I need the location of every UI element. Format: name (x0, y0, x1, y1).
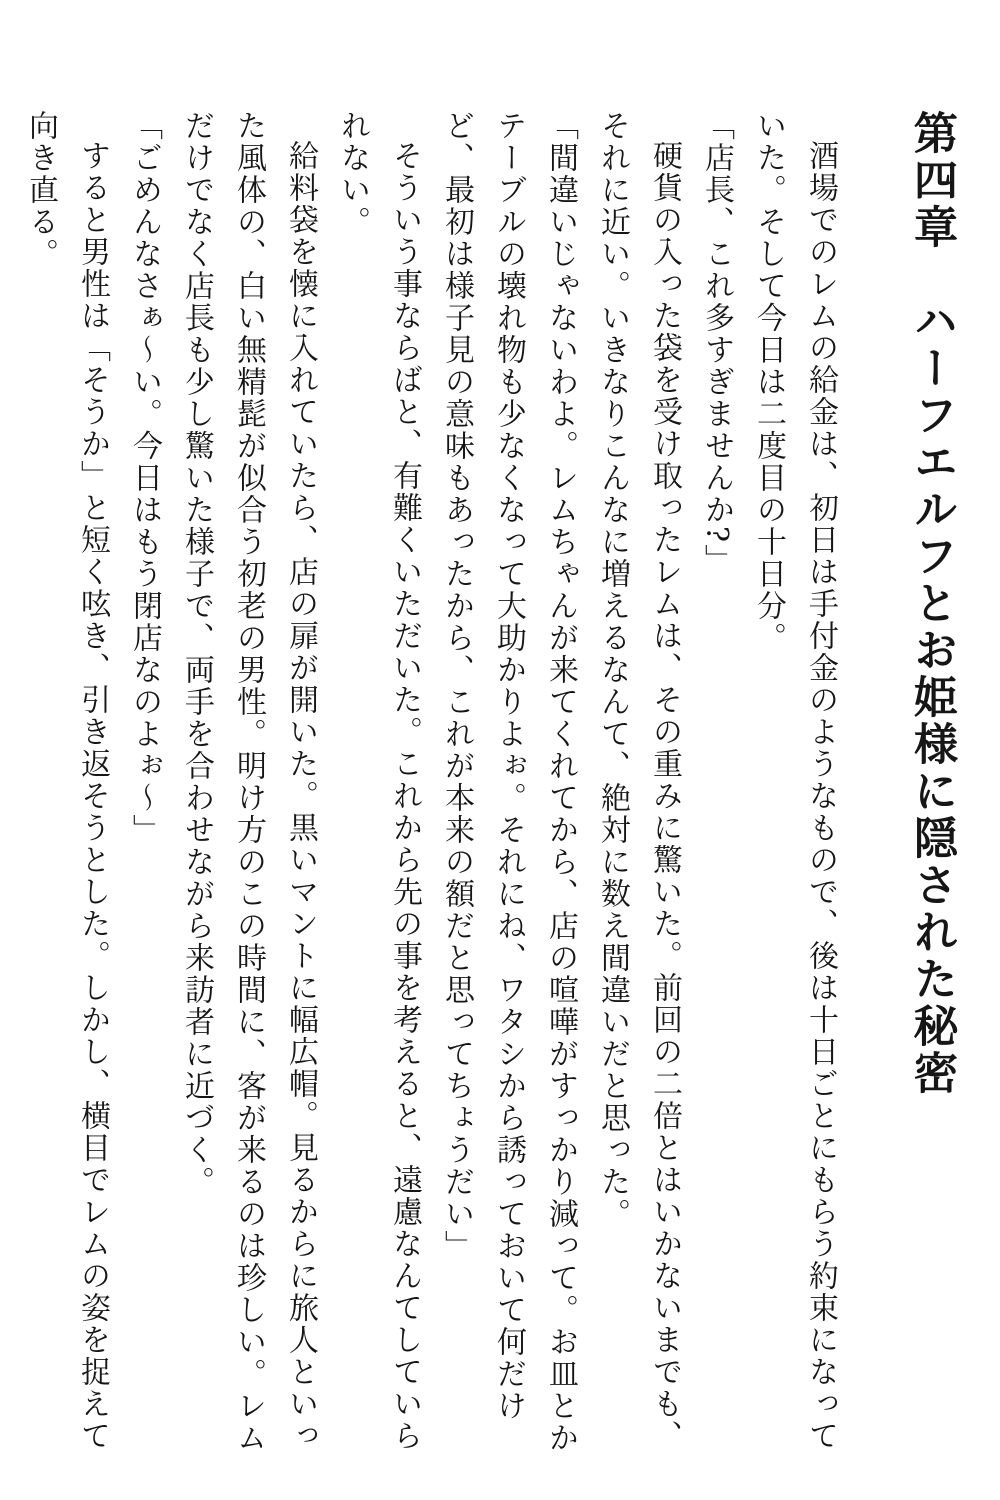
chapter-title: 第四章 ハーフエルフとお姫様に隠された秘密 (906, 110, 957, 1097)
paragraph: すると男性は「そうか」と短く呟き、引き返そうとした。しかし、横目でレムの姿を捉えて向き直る。 (23, 110, 110, 1452)
paragraph: 硬貨の入った袋を受け取ったレムは、その重みに驚いた。前回の二倍とはいかないまでも、それに近い。いきなりこんなに増えるなんて、絶対に数え間違いだと思った。 (595, 110, 682, 1452)
paragraph: 「ごめんなさぁ～い。今日はもう閉店なのよぉ～」 (127, 110, 162, 846)
paragraph: 「間違いじゃないわよ。レムちゃんが来てくれてから、店の喧嘩がすっかり減って。お皿とかテーブルの壊れ物も少なくなって大助かりよぉ。それにね、ワタシから誘っておいて何だけど、最初は様子見の意味もあったから、これが本来の額だと思ってちょうだい」 (439, 110, 578, 1454)
paragraph: 給料袋を懐に入れていたら、店の扉が開いた。黒いマントに幅広帽。見るからに旅人といった風体の、白い無精髭が似合う初老の男性。明け方のこの時間に、客が来るのは珍しい。レムだけでなく店長も少し驚いた様子で、両手を合わせながら来訪者に近づく。 (179, 110, 318, 1454)
paragraph: そういう事ならばと、有難くいただいた。これから先の事を考えると、遠慮なんてしていられない。 (335, 110, 422, 1452)
paragraph: 酒場でのレムの給金は、初日は手付金のようなもので、後は十日ごとにもらう約束になっていた。そして今日は二度目の十日分。 (751, 110, 838, 1452)
paragraph: 「店長、これ多すぎませんか?」 (699, 110, 734, 577)
paragraphs (14, 110, 846, 1480)
